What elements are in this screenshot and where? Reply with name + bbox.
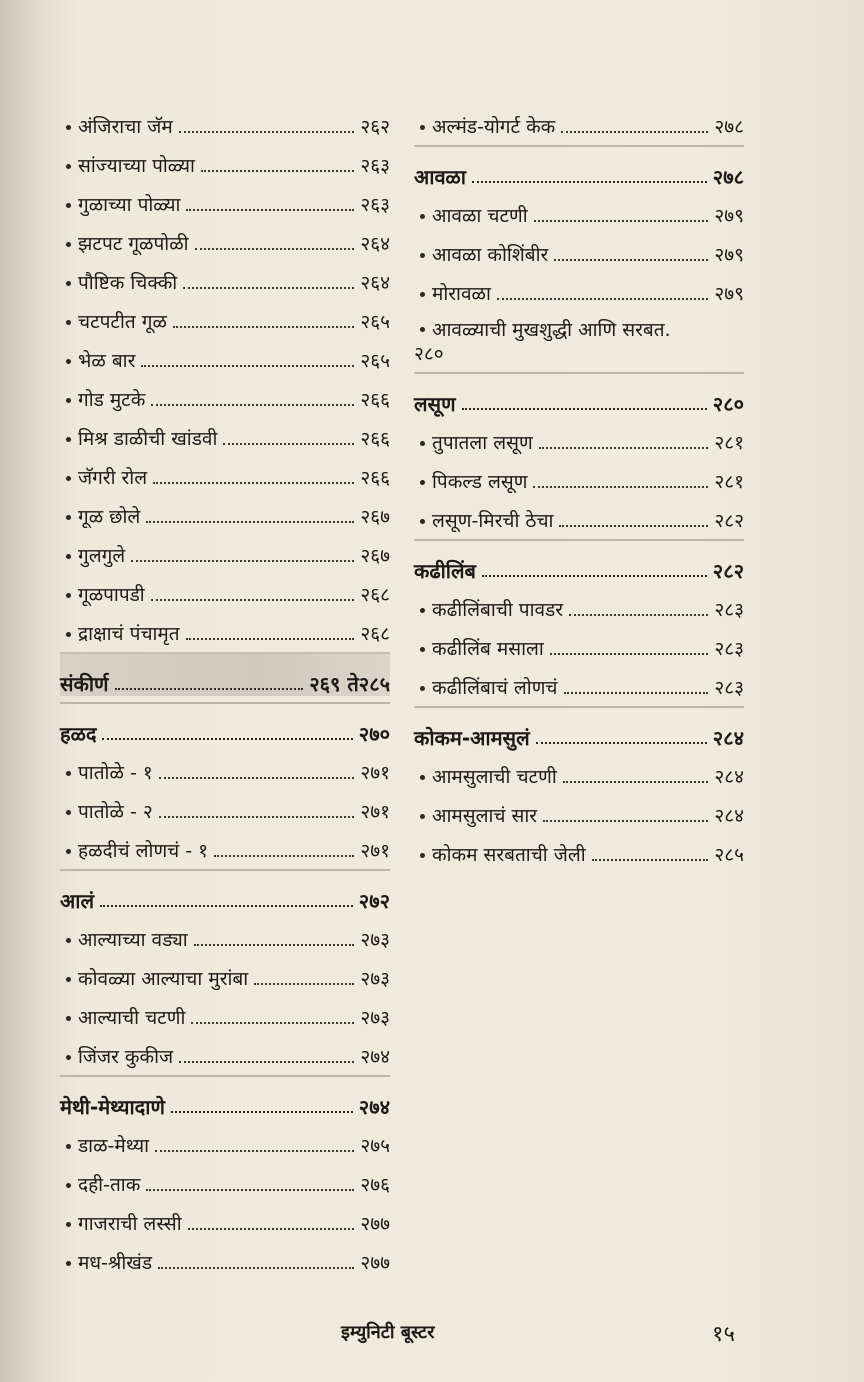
- section-page: २८४: [712, 726, 744, 750]
- dot-leader: [183, 287, 354, 289]
- section-page: २८०: [712, 392, 744, 416]
- entry-title: आल्याची चटणी: [78, 1007, 186, 1029]
- entry-page: २६६: [360, 428, 390, 450]
- toc-entry: [414, 828, 744, 867]
- toc-entry: [60, 217, 390, 256]
- toc-entry: [414, 661, 744, 700]
- dot-leader: [146, 521, 354, 523]
- toc-entry: [60, 139, 390, 178]
- bullet-icon: [66, 1261, 71, 1266]
- entry-page: २७१: [360, 762, 390, 784]
- entry-page: २६४: [360, 233, 390, 255]
- bullet-icon: [420, 775, 425, 780]
- footer-page-number: १५: [712, 1322, 735, 1347]
- dot-leader: [497, 298, 708, 300]
- section-title: हळद: [60, 722, 97, 746]
- entry-page: २७४: [360, 1046, 390, 1068]
- bullet-icon: [66, 320, 71, 325]
- dot-leader: [102, 738, 352, 740]
- dot-leader: [534, 220, 709, 222]
- bullet-icon: [420, 253, 425, 258]
- toc-entry: [414, 189, 744, 228]
- page-footer: [0, 1318, 864, 1348]
- entry-page: २७९: [714, 205, 744, 227]
- bullet-icon: [66, 359, 71, 364]
- bullet-icon: [66, 476, 71, 481]
- entry-page: २७१: [360, 801, 390, 823]
- dot-leader: [214, 855, 354, 857]
- toc-entry: [60, 746, 390, 785]
- dot-leader: [201, 170, 354, 172]
- entry-page: २८४: [714, 805, 744, 827]
- entry-page: २६७: [360, 545, 390, 567]
- entry-page: २७३: [360, 929, 390, 951]
- toc-section-heading: [60, 1075, 390, 1119]
- entry-title: पातोळे - १: [78, 762, 153, 784]
- toc-section-heading: [60, 652, 390, 696]
- bullet-icon: [66, 203, 71, 208]
- entry-title: जॅगरी रोल: [78, 467, 148, 489]
- dot-leader: [131, 560, 354, 562]
- section-page: २७८: [712, 165, 744, 189]
- bullet-icon: [420, 519, 425, 524]
- entry-page: २७९: [714, 244, 744, 266]
- entry-page: २७७: [360, 1213, 390, 1235]
- dot-leader: [151, 599, 355, 601]
- dot-leader: [146, 1189, 354, 1191]
- entry-page: २६६: [360, 467, 390, 489]
- toc-left-column: [60, 100, 390, 1275]
- entry-title: गोड मुटके: [78, 389, 146, 411]
- entry-title: कढीलिंबाची पावडर: [432, 599, 564, 621]
- toc-entry: [60, 256, 390, 295]
- bullet-icon: [420, 608, 425, 613]
- entry-page: २८१: [714, 432, 744, 454]
- entry-title: जिंजर कुकीज: [78, 1046, 174, 1068]
- bullet-icon: [66, 398, 71, 403]
- dot-leader: [153, 482, 354, 484]
- dot-leader: [188, 1228, 355, 1230]
- entry-page: २६६: [360, 389, 390, 411]
- bullet-icon: [420, 814, 425, 819]
- bullet-icon: [420, 853, 425, 858]
- bullet-icon: [420, 327, 425, 332]
- entry-page: २८३: [714, 599, 744, 621]
- entry-page: २८५: [714, 844, 744, 866]
- toc-entry: [60, 607, 390, 646]
- bullet-icon: [420, 480, 425, 485]
- toc-entry: [60, 178, 390, 217]
- entry-page: २७३: [360, 1007, 390, 1029]
- bullet-icon: [66, 1183, 71, 1188]
- dot-leader: [100, 905, 353, 907]
- dot-leader: [550, 653, 709, 655]
- bullet-icon: [66, 1222, 71, 1227]
- entry-page: २६३: [360, 194, 390, 216]
- dot-leader: [186, 209, 354, 211]
- dot-leader: [194, 944, 355, 946]
- entry-title: दही-ताक: [78, 1174, 141, 1196]
- bullet-icon: [66, 1055, 71, 1060]
- entry-page: २६५: [360, 311, 390, 333]
- bullet-icon: [66, 938, 71, 943]
- toc-entry: [60, 568, 390, 607]
- toc-section-heading: [414, 372, 744, 416]
- toc-entry: [60, 785, 390, 824]
- toc-entry: [60, 913, 390, 952]
- footer-book-title: इम्युनिटी बूस्टर: [341, 1322, 435, 1343]
- toc-entry: [60, 373, 390, 412]
- toc-section-heading: [414, 539, 744, 583]
- toc-section-heading: [414, 706, 744, 750]
- section-page: २७२: [358, 889, 390, 913]
- entry-page: २८३: [714, 638, 744, 660]
- dot-leader: [533, 486, 708, 488]
- bullet-icon: [66, 1144, 71, 1149]
- dot-leader: [472, 181, 707, 183]
- entry-title: कोकम सरबताची जेली: [432, 844, 586, 866]
- toc-entry: [414, 306, 744, 366]
- entry-page: २८०: [414, 343, 444, 365]
- entry-title: गूळपापडी: [78, 584, 145, 606]
- dot-leader: [539, 447, 709, 449]
- section-page: २७४: [358, 1095, 390, 1119]
- dot-leader: [592, 859, 709, 861]
- entry-page: २८३: [714, 677, 744, 699]
- entry-page: २७६: [360, 1174, 390, 1196]
- entry-title: कढीलिंबाचं लोणचं: [432, 677, 558, 699]
- dot-leader: [559, 525, 708, 527]
- section-page: २७०: [358, 722, 390, 746]
- toc-entry: [414, 455, 744, 494]
- toc-entry: [60, 334, 390, 373]
- toc-entry: [60, 451, 390, 490]
- bullet-icon: [66, 554, 71, 559]
- entry-page: २६५: [360, 350, 390, 372]
- bullet-icon: [66, 977, 71, 982]
- entry-title: मध-श्रीखंड: [78, 1252, 152, 1274]
- entry-title: गुलगुले: [78, 545, 126, 567]
- toc-entry: [60, 1236, 390, 1275]
- entry-page: २७८: [714, 116, 744, 138]
- entry-title: आमसुलाची चटणी: [432, 766, 557, 788]
- dot-leader: [141, 365, 354, 367]
- dot-leader: [186, 638, 355, 640]
- entry-title: लसूण-मिरची ठेचा: [432, 510, 554, 532]
- entry-title: अंजिराचा जॅम: [78, 116, 173, 138]
- bullet-icon: [66, 164, 71, 169]
- entry-title: मिश्र डाळीची खांडवी: [78, 428, 218, 450]
- entry-page: २६७: [360, 506, 390, 528]
- entry-title: कढीलिंब मसाला: [432, 638, 544, 660]
- entry-title: आवळा चटणी: [432, 205, 528, 227]
- toc-entry: [414, 583, 744, 622]
- entry-title: गुळाच्या पोळ्या: [78, 194, 181, 216]
- section-page: २८२: [712, 559, 744, 583]
- entry-page: २६४: [360, 272, 390, 294]
- bullet-icon: [66, 515, 71, 520]
- entry-title: गूळ छोले: [78, 506, 141, 528]
- entry-page: २७१: [360, 840, 390, 862]
- toc-entry: [414, 622, 744, 661]
- toc-entry: [414, 416, 744, 455]
- bullet-icon: [66, 125, 71, 130]
- dot-leader: [155, 1150, 354, 1152]
- entry-title: चटपटीत गूळ: [78, 311, 167, 333]
- entry-page: २६८: [360, 623, 390, 645]
- toc-section-heading: [60, 702, 390, 746]
- toc-entry: [414, 750, 744, 789]
- entry-page: २६३: [360, 155, 390, 177]
- section-page: २६९ ते२८५: [309, 672, 390, 696]
- toc-entry: [414, 228, 744, 267]
- dot-leader: [536, 742, 707, 744]
- bullet-icon: [420, 686, 425, 691]
- entry-title: आवळ्याची मुखशुद्धी आणि सरबत.: [432, 319, 671, 341]
- dot-leader: [569, 614, 708, 616]
- entry-page: २७७: [360, 1252, 390, 1274]
- entry-title: पातोळे - २: [78, 801, 153, 823]
- bullet-icon: [66, 1016, 71, 1021]
- toc-entry: [60, 1030, 390, 1069]
- section-title: लसूण: [414, 392, 456, 416]
- entry-title: डाळ-मेथ्या: [78, 1135, 150, 1157]
- entry-page: २७३: [360, 968, 390, 990]
- entry-page: २६२: [360, 116, 390, 138]
- dot-leader: [462, 408, 707, 410]
- bullet-icon: [420, 214, 425, 219]
- entry-title: सांज्याच्या पोळ्या: [78, 155, 195, 177]
- dot-leader: [561, 131, 708, 133]
- entry-title: मोरावळा: [432, 283, 491, 305]
- entry-title: गाजराची लस्सी: [78, 1213, 182, 1235]
- entry-page: २७५: [360, 1135, 390, 1157]
- entry-title: द्राक्षाचं पंचामृत: [78, 623, 180, 645]
- toc-entry: [60, 952, 390, 991]
- dot-leader: [564, 692, 709, 694]
- entry-title: आवळा कोशिंबीर: [432, 244, 549, 266]
- bullet-icon: [420, 125, 425, 130]
- bullet-icon: [66, 593, 71, 598]
- entry-title: पिकल्ड लसूण: [432, 471, 528, 493]
- toc-section-heading: [414, 145, 744, 189]
- dot-leader: [195, 248, 355, 250]
- dot-leader: [191, 1022, 354, 1024]
- entry-page: २८१: [714, 471, 744, 493]
- dot-leader: [563, 781, 709, 783]
- dot-leader: [554, 259, 708, 261]
- toc-entry: [60, 1197, 390, 1236]
- bullet-icon: [420, 292, 425, 297]
- bullet-icon: [66, 437, 71, 442]
- section-title: संकीर्ण: [60, 672, 109, 696]
- toc-entry: [60, 295, 390, 334]
- dot-leader: [158, 1267, 354, 1269]
- dot-leader: [254, 983, 354, 985]
- section-title: आवळा: [414, 165, 466, 189]
- section-title: कढीलिंब: [414, 559, 476, 583]
- bullet-icon: [66, 771, 71, 776]
- dot-leader: [223, 443, 354, 445]
- dot-leader: [179, 1061, 354, 1063]
- toc-entry: [414, 100, 744, 139]
- bullet-icon: [420, 647, 425, 652]
- toc-entry: [60, 100, 390, 139]
- entry-title: भेळ बार: [78, 350, 136, 372]
- entry-title: आमसुलाचं सार: [432, 805, 538, 827]
- entry-title: झटपट गूळपोळी: [78, 233, 189, 255]
- toc-entry: [60, 1158, 390, 1197]
- dot-leader: [173, 326, 354, 328]
- dot-leader: [543, 820, 708, 822]
- dot-leader: [171, 1111, 353, 1113]
- section-title: मेथी-मेथ्यादाणे: [60, 1095, 165, 1119]
- dot-leader: [482, 575, 707, 577]
- dot-leader: [151, 404, 354, 406]
- bullet-icon: [66, 632, 71, 637]
- section-title: कोकम-आमसुलं: [414, 726, 530, 750]
- toc-section-heading: [60, 869, 390, 913]
- entry-page: २७९: [714, 283, 744, 305]
- bullet-icon: [420, 441, 425, 446]
- toc-entry: [414, 267, 744, 306]
- bullet-icon: [66, 281, 71, 286]
- toc-entry: [60, 1119, 390, 1158]
- entry-title: हळदीचं लोणचं - १: [78, 840, 209, 862]
- toc-right-column: [414, 100, 744, 867]
- entry-title: कोवळ्या आल्याचा मुरांबा: [78, 968, 249, 990]
- toc-entry: [60, 529, 390, 568]
- dot-leader: [159, 816, 355, 818]
- entry-title: पौष्टिक चिक्की: [78, 272, 178, 294]
- entry-page: २८२: [714, 510, 744, 532]
- toc-entry: [414, 789, 744, 828]
- entry-page: २६८: [360, 584, 390, 606]
- entry-title: अल्मंड-योगर्ट केक: [432, 116, 556, 138]
- dot-leader: [159, 777, 355, 779]
- entry-title: तुपातला लसूण: [432, 432, 533, 454]
- toc-entry: [60, 991, 390, 1030]
- toc-entry: [414, 494, 744, 533]
- section-title: आलं: [60, 889, 94, 913]
- toc-entry: [60, 490, 390, 529]
- bullet-icon: [66, 849, 71, 854]
- toc-entry: [60, 412, 390, 451]
- dot-leader: [179, 131, 355, 133]
- entry-page: २८४: [714, 766, 744, 788]
- bullet-icon: [66, 810, 71, 815]
- bullet-icon: [66, 242, 71, 247]
- toc-entry: [60, 824, 390, 863]
- dot-leader: [115, 688, 304, 690]
- entry-title: आल्याच्या वड्या: [78, 929, 188, 951]
